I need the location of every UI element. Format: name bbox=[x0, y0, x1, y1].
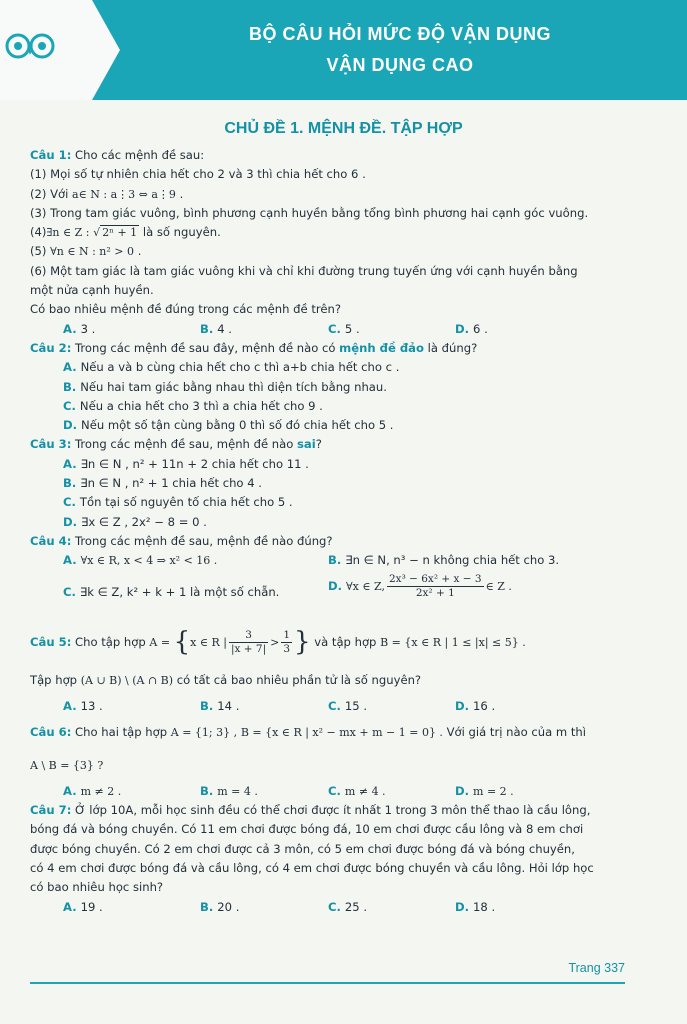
q6-option-b[interactable]: B. m = 4 . bbox=[200, 783, 258, 798]
q2-stem-pre: Trong các mệnh đề sau đây, mệnh đề nào có bbox=[75, 340, 336, 355]
q4-stem bbox=[30, 532, 662, 551]
q1-statement-6b bbox=[30, 281, 662, 300]
q1-option-c[interactable]: C. 5 . bbox=[328, 321, 360, 336]
q1-ask bbox=[30, 300, 662, 319]
q2-stem bbox=[30, 339, 662, 358]
q5-ask: Tập hợp (A ∪ B) \ (A ∩ B) có tất cả bao nhiêu phần tử là số nguyên? bbox=[30, 673, 422, 688]
q5-stem: Câu 5: Cho tập hợp A = {x ∈ R | $\frac{3}{|x + 7|}$ > $\frac{1}{3}$ } và tập hợp B = {x ∈ R | 1 ≤ |x| ≤ 5} . bbox=[30, 626, 526, 657]
q1-s2-math: a∈ N : a⋮3 ⇔ a⋮9 bbox=[72, 187, 176, 201]
q5-set-b: B = {x ∈ R | 1 ≤ |x| ≤ 5} . bbox=[380, 635, 526, 649]
footer-divider bbox=[30, 982, 625, 984]
q4-option-b[interactable]: B. ∃n ∈ N, n³ − n không chia hết cho 3. bbox=[328, 553, 560, 568]
q4-options-row1 bbox=[30, 551, 662, 573]
q7-option-c[interactable]: C. 25 . bbox=[328, 899, 368, 914]
q5-options bbox=[30, 697, 662, 716]
q1-statement-2: (2) Với a∈ N : a⋮3 ⇔ a⋮9 . bbox=[30, 186, 184, 201]
q4-option-c[interactable]: C. ∃k ∈ Z, k² + k + 1 là một số chẵn. bbox=[63, 585, 280, 600]
q7-stem-line3: được bóng chuyền. Có 2 em chơi được cả 3 môn, có 5 em chơi được bóng đá và bóng chuyền, bbox=[30, 841, 575, 856]
q7-l1: Ở lớp 10A, mỗi học sinh đều có thể chơi được ít nhất 1 trong 3 môn thể thao là cầu lông, bbox=[75, 803, 591, 818]
q1-stem-text: Cho các mệnh đề sau: bbox=[75, 148, 205, 162]
q1-statement-4: (4)∃n ∈ Z : √ 2ⁿ + 1 là số nguyên. bbox=[30, 225, 221, 240]
q2-option-d[interactable]: D. Nếu một số tận cùng bằng 0 thì số đó chia hết cho 5 . bbox=[63, 418, 394, 433]
q1-ask-text: Có bao nhiêu mệnh đề đúng trong các mệnh đề trên? bbox=[30, 302, 342, 317]
q1-s6a-text: (6) Một tam giác là tam giác vuông khi và chỉ khi đường trung tuyến ứng với cạnh huyền bằng bbox=[30, 263, 578, 278]
q4-stem-text: Trong các mệnh đề sau, mệnh đề nào đúng? bbox=[75, 533, 333, 548]
q7-option-b[interactable]: B. 20 . bbox=[200, 899, 240, 914]
q7-option-d[interactable]: D. 18 . bbox=[455, 899, 496, 914]
q7-label: Câu 7: bbox=[30, 803, 72, 818]
q3-option-b[interactable]: B. ∃n ∈ N , n² + 1 chia hết cho 4 . bbox=[63, 476, 262, 491]
q2-label: Câu 2: bbox=[30, 340, 72, 355]
banner-title-line1: BỘ CÂU HỎI MỨC ĐỘ VẬN DỤNG bbox=[249, 24, 551, 44]
q1-label: Câu 1: bbox=[30, 148, 72, 162]
q6-stem-post: Với giá trị nào của m thì bbox=[446, 725, 586, 740]
q6-option-c[interactable]: C. m ≠ 4 . bbox=[328, 783, 386, 798]
q6-stem-pre: Cho hai tập hợp bbox=[75, 725, 168, 740]
q4-option-a[interactable]: A. ∀x ∈ R, x < 4 ⇒ x² < 16 . bbox=[63, 553, 218, 568]
q6-option-a[interactable]: A. m ≠ 2 . bbox=[63, 783, 122, 798]
q5-option-d[interactable]: D. 16 . bbox=[455, 698, 496, 713]
q3-stem-pre: Trong các mệnh đề sau, mệnh đề nào bbox=[75, 437, 294, 452]
q2-option-c[interactable]: C. Nếu a chia hết cho 3 thì a chia hết cho 9 . bbox=[63, 398, 323, 413]
q1-s2-pre: (2) Với bbox=[30, 186, 69, 201]
q3-option-a[interactable]: A. ∃n ∈ N , n² + 11n + 2 chia hết cho 11 . bbox=[63, 456, 309, 471]
q1-s6b-text: một nửa cạnh huyền. bbox=[30, 283, 154, 298]
q1-option-b[interactable]: B. 4 . bbox=[200, 321, 232, 336]
q1-s4-radicand: 2ⁿ + 1 bbox=[102, 226, 138, 240]
q6-line2 bbox=[30, 750, 662, 782]
q7-stem-line5: có bao nhiêu học sinh? bbox=[30, 880, 164, 895]
q1-s4-math: ∃n ∈ Z : bbox=[46, 226, 90, 240]
q3-stem bbox=[30, 435, 662, 454]
q1-s5-math: ∀n ∈ N : n² > 0 bbox=[50, 245, 135, 259]
q6-set-a: A = {1; 3} , bbox=[170, 726, 238, 740]
q1-stem bbox=[30, 146, 662, 165]
q1-s4-pre: (4) bbox=[30, 225, 47, 240]
q5-fraction-2: $\frac{1}{3}$ bbox=[283, 628, 291, 655]
q6-stem bbox=[30, 716, 662, 750]
q6-label: Câu 6: bbox=[30, 725, 72, 740]
banner-title-line2: VẬN DỤNG CAO bbox=[326, 55, 474, 75]
q4-d-fraction: $\frac{\text{2x³ − 6x² + x − 3}}{\text{2x² + 1}}$ bbox=[388, 573, 482, 600]
q6-options bbox=[30, 782, 662, 801]
q3-option-c[interactable]: C. Tồn tại số nguyên tố chia hết cho 5 . bbox=[63, 495, 293, 510]
q1-statement-6a bbox=[30, 262, 662, 281]
q1-option-d[interactable]: D. 6 . bbox=[455, 321, 488, 336]
q5-set-a-pre: A = bbox=[149, 635, 174, 649]
q6-set-b: B = {x ∈ R | x² − mx + m − 1 = 0} . bbox=[240, 726, 443, 740]
question-list bbox=[30, 146, 662, 917]
page-number: Trang 337 bbox=[568, 961, 625, 975]
q5-fraction-1: $\frac{3}{|x + 7|}$ bbox=[230, 628, 267, 655]
q5-set-a-condition: x ∈ R | bbox=[190, 635, 227, 649]
topic-title: CHỦ ĐỀ 1. MỆNH ĐỀ. TẬP HỢP bbox=[224, 120, 463, 137]
q3-stem-emphasis: sai bbox=[297, 437, 316, 452]
q1-s5-pre: (5) bbox=[30, 244, 47, 259]
q4-option-d[interactable]: D. ∀x ∈ Z, $\frac{\text{2x³ − 6x² + x − 3}}{\text{2x² + 1}}$ ∈ Z . bbox=[328, 573, 512, 600]
q4-label: Câu 4: bbox=[30, 533, 72, 548]
q3-stem-post: ? bbox=[315, 437, 322, 452]
q5-option-a[interactable]: A. 13 . bbox=[63, 698, 103, 713]
q1-statement-1 bbox=[30, 165, 662, 184]
q1-s4-post: là số nguyên. bbox=[142, 225, 221, 240]
q7-options bbox=[30, 898, 662, 917]
q1-option-a[interactable]: A. 3 . bbox=[63, 321, 96, 336]
q5-stem-pre: Cho tập hợp bbox=[75, 634, 146, 649]
q3-option-d[interactable]: D. ∃x ∈ Z , 2x² − 8 = 0 . bbox=[63, 514, 207, 529]
q3-label: Câu 3: bbox=[30, 437, 72, 452]
q2-option-a[interactable]: A. Nếu a và b cùng chia hết cho c thì a+b chia hết cho c . bbox=[63, 360, 400, 375]
q2-stem-post: là đúng? bbox=[427, 340, 478, 355]
q1-statement-3 bbox=[30, 204, 662, 223]
q6-line2-math: A \ B = {3} ? bbox=[30, 759, 104, 773]
q5-ask-math: (A ∪ B) \ (A ∩ B) bbox=[80, 674, 174, 688]
owl-logo-icon bbox=[4, 30, 56, 62]
q7-stem-line2: bóng đá và bóng chuyền. Có 11 em chơi được bóng đá, 10 em chơi được cầu lông và 8 em chơi bbox=[30, 822, 584, 837]
q1-options bbox=[30, 320, 662, 339]
q5-ask-post: có tất cả bao nhiêu phần tử là số nguyên? bbox=[176, 673, 422, 688]
q2-stem-emphasis: mệnh đề đảo bbox=[339, 340, 424, 355]
q1-s1-text: (1) Mọi số tự nhiên chia hết cho 2 và 3 thì chia hết cho 6 . bbox=[30, 167, 366, 182]
q5-mid: và tập hợp bbox=[314, 634, 377, 649]
q1-statement-5: (5) ∀n ∈ N : n² > 0 . bbox=[30, 244, 142, 259]
q7-stem-line4: có 4 em chơi được bóng đá và cầu lông, có 4 em chơi được bóng chuyền và cầu lông. Hỏi lớp học bbox=[30, 861, 594, 876]
q5-option-b[interactable]: B. 14 . bbox=[200, 698, 240, 713]
q5-option-c[interactable]: C. 15 . bbox=[328, 698, 368, 713]
q5-label: Câu 5: bbox=[30, 634, 72, 649]
q7-stem-line1 bbox=[30, 801, 662, 820]
q6-option-d[interactable]: D. m = 2 . bbox=[455, 783, 514, 798]
q1-s3-text: (3) Trong tam giác vuông, bình phương cạnh huyền bằng tổng bình phương hai cạnh góc vuông. bbox=[30, 205, 589, 220]
q2-option-b[interactable]: B. Nếu hai tam giác bằng nhau thì diện tích bằng nhau. bbox=[63, 379, 387, 394]
q4-options-row2 bbox=[30, 573, 662, 613]
q7-option-a[interactable]: A. 19 . bbox=[63, 899, 103, 914]
